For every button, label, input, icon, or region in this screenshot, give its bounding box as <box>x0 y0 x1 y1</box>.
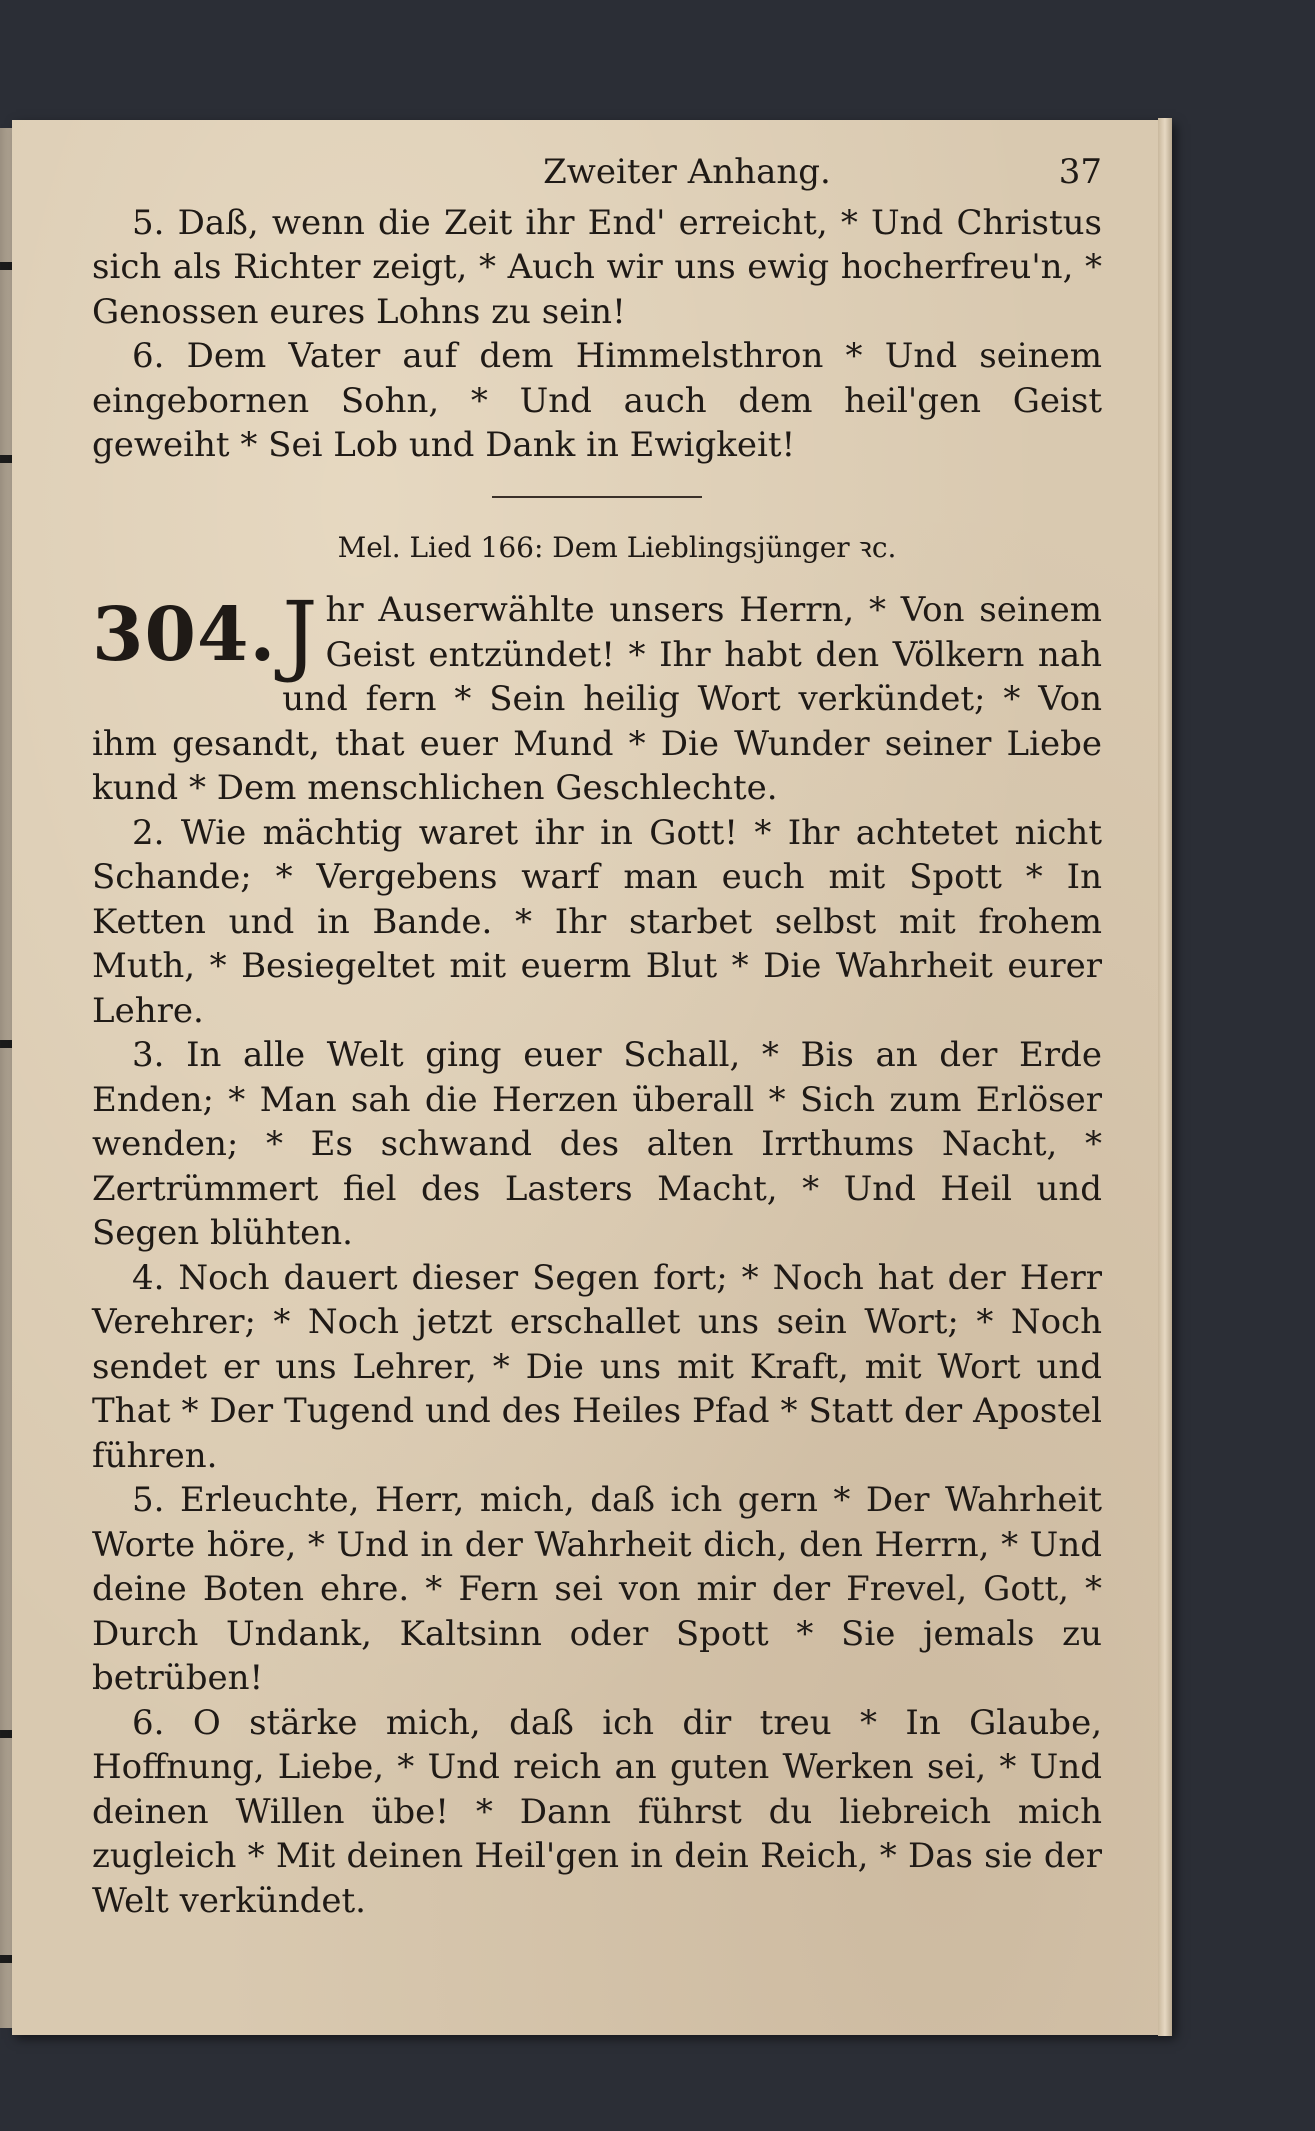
drop-cap: J <box>282 582 318 685</box>
hymn-verse-6: 6. O stärke mich, daß ich dir treu * In Glaube, Hoffnung, Liebe, * Und reich an guten Werken sei, * Und deinen Willen übe! * Dann führst du liebreich mich zugleich * Mit deinen Heil'gen in dein Reich, * Das sie der Welt verkündet. <box>92 1702 1102 1921</box>
melody-line: Mel. Lied 166: Dem Lieblingsjünger ꝛc. <box>337 530 897 564</box>
hymn-first-verse <box>92 582 1102 811</box>
hymn-verse-5: 5. Erleuchte, Herr, mich, daß ich gern * Der Wahrheit Worte höre, * Und in der Wahrheit dich, den Herrn, * Und deine Boten ehre. * Fern sei von mir der Frevel, Gott, * Durch Undank, Kaltsinn oder Spott * Sie jemals zu betrüben! <box>92 1480 1102 1698</box>
previous-hymn-verse-6: 6. Dem Vater auf dem Himmelsthron * Und seinem eingebornen Sohn, * Und auch dem heil'gen Geist geweiht * Sei Lob und Dank in Ewigkeit! <box>92 336 1102 465</box>
page-edge <box>1158 118 1172 2036</box>
running-title: Zweiter Anhang. <box>543 152 831 192</box>
page-content <box>92 140 1102 1923</box>
hymn-number: 304. <box>92 592 277 678</box>
previous-hymn-verse-5: 5. Daß, wenn die Zeit ihr End' erreicht, * Und Christus sich als Richter zeigt, * Auch wir uns ewig hocherfreu'n, * Genossen eures Lohns zu sein! <box>92 202 1102 332</box>
hymn-verse-3: 3. In alle Welt ging euer Schall, * Bis an der Erde Enden; * Man sah die Herzen überall * Sich zum Erlöser wenden; * Es schwand des alten Irrthums Nacht, * Zertrümmert fiel des Lasters Macht, * Und Heil und Segen blühten. <box>92 1035 1102 1253</box>
running-header <box>92 150 1102 195</box>
hymn-first-verse-text: hr Auserwählte unsers Herrn, * Von seinem Geist entzündet! * Ihr habt den Völkern nah und fern * Sein heilig Wort verkündet; * Von ihm gesandt, that euer Mund * Die Wunder seiner Liebe kund * Dem menschlichen Geschlechte. <box>92 590 1102 808</box>
hymn-verse-4: 4. Noch dauert dieser Segen fort; * Noch hat der Herr Verehrer; * Noch jetzt erschallet uns sein Wort; * Noch sendet er uns Lehrer, * Die uns mit Kraft, mit Wort und That * Der Tugend und des Heiles Pfad * Statt der Apostel führen. <box>92 1257 1102 1476</box>
page-number: 37 <box>1058 152 1102 192</box>
section-divider <box>492 496 702 498</box>
hymn-verse-2: 2. Wie mächtig waret ihr in Gott! * Ihr achtetet nicht Schande; * Vergebens warf man euch mit Spott * In Ketten und in Bande. * Ihr starbet selbst mit frohem Muth, * Besiegeltet mit euerm Blut * Die Wahrheit eurer Lehre. <box>92 812 1102 1031</box>
